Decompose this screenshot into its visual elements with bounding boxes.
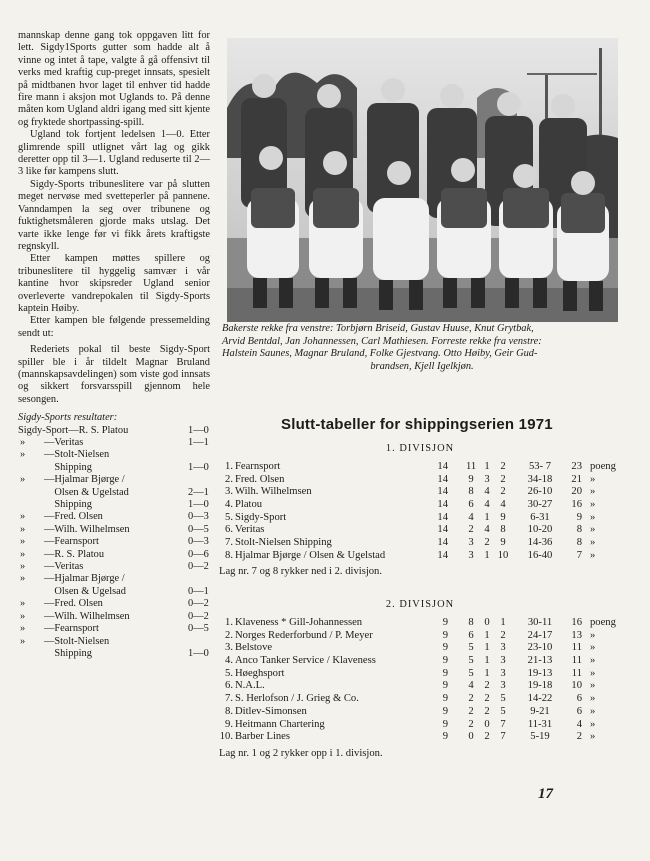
ditto-mark: » [20,437,26,448]
result-match: —Fred. Olsen [44,511,103,523]
draws-cell: 3 [484,473,490,485]
ditto-mark [18,648,44,660]
draws-cell: 4 [484,486,490,498]
games-cell: 9 [442,718,448,730]
games-cell: 9 [442,705,448,717]
table-row [219,512,619,525]
games-cell: 9 [442,693,448,705]
ditto-mark: » [20,610,26,622]
result-row [18,611,218,623]
wins-cell: 8 [468,486,474,498]
table-row [219,630,619,643]
ditto-mark [18,487,44,499]
team-name-cell: Klaveness * Gill-Johannessen [235,617,363,628]
team-name-cell: Heitmann Chartering [235,718,325,730]
team-photo-image [227,38,618,322]
points-label-cell: » [590,718,596,730]
losses-cell: 2 [500,473,506,485]
goals-cell: 19-13 [527,667,553,679]
games-cell: 14 [437,537,448,549]
games-cell: 9 [442,629,448,641]
losses-cell: 3 [500,655,506,667]
table-row [219,668,619,681]
wins-cell: 2 [468,718,474,730]
result-match: —Stolt-Nielsen [44,635,110,647]
result-row [18,573,218,585]
losses-cell: 3 [500,667,506,679]
result-row [18,561,218,573]
points-cell: 11 [571,642,582,654]
wins-cell: 0 [468,731,474,743]
position-cell: 6. [225,524,233,536]
result-row [18,499,218,511]
team-name-cell: Belstove [235,642,273,654]
position-cell: 7. [225,537,233,549]
team-name-cell: N.A.L. [235,680,265,692]
points-label-cell: » [590,549,596,561]
losses-cell: 2 [500,486,506,498]
position-cell: 2. [225,629,233,641]
wins-cell: 5 [468,667,474,679]
losses-cell: 5 [500,693,506,705]
result-match: —Wilh. Wilhelmsen [44,610,130,622]
result-row [18,636,218,648]
result-match: —Hjalmar Bjørge / [44,573,125,585]
games-cell: 14 [437,549,448,561]
draws-cell: 2 [484,731,490,743]
draws-cell: 1 [484,667,490,679]
result-row [18,623,218,635]
draws-cell: 4 [484,524,490,536]
points-label-cell: » [590,486,596,498]
goals-cell: 23-10 [527,642,553,654]
ditto-mark: » [20,474,26,486]
division-1-title: 1. DIVISJON [385,443,455,454]
goals-cell: 6-31 [530,511,550,523]
article-paragraph: mannskap denne gang tok oppgaven litt for lett. Sigdy1Sports gutter som hadde alt å vinne og intet å tape, valgte å gå offensivt til verks med kraftig cup-preget innsats, spesielt på midtbanen hvor laget til enhver tid hadde fire mann i aksjon mot Uglands to. På denne måten kom Ugland aldri igang med sitt kjente og fryktede shortpassing-spill. [18,30,210,128]
draws-cell: 1 [484,629,490,641]
goals-cell: 11-31 [527,718,553,730]
table-row [219,537,619,550]
draws-cell: 2 [484,693,490,705]
result-match: —Fearnsport [44,536,99,548]
goals-cell: 16-40 [527,549,553,561]
points-label-cell: » [590,693,596,705]
goals-cell: 21-13 [527,655,553,667]
wins-cell: 3 [468,537,474,549]
table-row [219,486,619,499]
games-cell: 9 [442,731,448,743]
table-row [219,693,619,706]
result-row [18,511,218,523]
team-photo [227,38,618,322]
ditto-mark [18,499,44,511]
games-cell: 9 [442,617,448,628]
team-name-cell: Barber Lines [235,731,291,743]
wins-cell: 9 [468,473,474,485]
points-cell: 23 [571,461,582,472]
losses-cell: 10 [497,549,509,561]
division-1-note: Lag nr. 7 og 8 rykker ned i 2. divisjon. [219,566,383,577]
team-name-cell: Platou [235,499,263,511]
result-row [18,524,218,536]
position-cell: 9. [225,718,233,730]
ditto-mark: » [20,511,26,523]
ditto-mark: » [20,523,26,535]
article-paragraph: Etter kampen møttes spillere og tribuneslitere til hyggelig samvær i vår kantine hvor skipsreder Ugland senior overleverte vandrepokalen til Sigdy-Sports kaptein Høiby. [18,253,210,314]
table-row [219,617,619,630]
points-label-cell: poeng [590,461,616,472]
team-name-cell: Anco Tanker Service / Klaveness [235,655,376,667]
goals-cell: 26-10 [527,486,553,498]
result-match: —Veritas [44,437,84,448]
table-row [219,461,619,474]
points-label-cell: » [590,524,596,536]
position-cell: 5. [225,667,233,679]
position-cell: 4. [225,655,233,667]
table-row [219,655,619,668]
wins-cell: 2 [468,693,474,705]
games-cell: 9 [442,680,448,692]
result-row [18,549,218,561]
losses-cell: 8 [500,524,506,536]
result-match: Olsen & Ugelsad [44,585,126,597]
points-cell: 6 [576,705,582,717]
team-name-cell: Stolt-Nielsen Shipping [235,537,332,549]
result-score: 0—2 [188,561,209,573]
wins-cell: 6 [468,499,474,511]
result-match: Sigdy-Sport—R. S. Platou [18,424,129,436]
result-match: —Stolt-Nielsen [44,449,110,461]
ditto-mark: » [20,548,26,560]
draws-cell: 2 [484,705,490,717]
goals-cell: 9-21 [530,705,550,717]
team-name-cell: Ditlev-Simonsen [235,705,307,717]
games-cell: 9 [442,655,448,667]
draws-cell: 0 [484,718,490,730]
result-row [18,474,218,486]
division-2-note: Lag nr. 1 og 2 rykker opp i 1. divisjon. [219,748,383,759]
ditto-mark: » [20,449,26,461]
result-row [18,648,218,660]
points-cell: 8 [576,537,582,549]
result-score: 0—6 [188,548,209,560]
wins-cell: 2 [468,524,474,536]
points-cell: 11 [571,655,582,667]
result-score [188,573,218,585]
draws-cell: 4 [484,499,490,511]
result-match: Shipping [44,647,92,659]
result-score [188,636,218,648]
points-cell: 10 [571,680,582,692]
team-name-cell: Hjalmar Bjørge / Olsen & Ugelstad [235,549,386,561]
ditto-mark: » [20,623,26,635]
team-name-cell: Høeghsport [235,667,285,679]
table-row [219,731,619,744]
result-match: —R. S. Platou [44,548,105,560]
goals-cell: 14-22 [527,693,553,705]
ditto-mark: » [20,573,26,585]
caption-line: Bakerste rekke fra venstre: Torbjørn Briseid, Gustav Huuse, Knut Grytbak, [222,323,534,334]
points-cell: 7 [576,549,582,561]
losses-cell: 2 [500,461,506,472]
goals-cell: 19-18 [527,680,553,692]
points-label-cell: » [590,473,596,485]
result-row [18,462,218,474]
points-cell: 21 [571,473,582,485]
draws-cell: 2 [484,680,490,692]
position-cell: 3. [225,642,233,654]
table-row [219,550,619,563]
team-name-cell: Fred. Olsen [235,473,285,485]
result-score: 1—0 [188,424,209,436]
points-cell: 4 [576,718,582,730]
wins-cell: 5 [468,655,474,667]
games-cell: 14 [437,486,448,498]
draws-cell: 0 [484,617,490,628]
goals-cell: 24-17 [527,629,553,641]
team-name-cell: S. Herlofson / J. Grieg & Co. [235,693,359,705]
losses-cell: 2 [500,629,506,641]
points-label-cell: » [590,705,596,717]
position-cell: 6. [225,680,233,692]
article-paragraph: Rederiets pokal til beste Sigdy-Sport spiller ble i år tildelt Magnar Bruland (mannskapsavdelingen) som viste god innsats og sikkert forsvarsspill gjennom hele sesongen. [18,344,210,405]
caption-line: Arvid Bentdal, Jan Johannessen, Carl Mathiesen. Forreste rekke fra venstre: [222,335,542,347]
ditto-mark [18,462,44,474]
wins-cell: 8 [468,617,474,628]
position-cell: 8. [225,549,233,561]
losses-cell: 4 [500,499,506,511]
draws-cell: 2 [484,537,490,549]
page-number: 17 [538,786,553,802]
points-cell: 2 [576,731,582,743]
result-score: 1—0 [188,499,209,511]
goals-cell: 14-36 [527,537,553,549]
division-2-table [219,617,619,744]
games-cell: 14 [437,499,448,511]
wins-cell: 11 [466,461,477,472]
result-match: Shipping [44,461,92,473]
position-cell: 10. [219,731,233,743]
result-row [18,425,218,437]
wins-cell: 6 [468,629,474,641]
result-score: 1—0 [188,461,209,473]
team-name-cell: Fearnsport [235,461,281,472]
draws-cell: 1 [484,549,490,561]
result-score: 1—0 [188,647,209,659]
result-score: 0—2 [188,598,209,610]
position-cell: 3. [225,486,233,498]
result-score: 0—5 [188,523,209,535]
ditto-mark: » [20,635,26,647]
caption-line: Halstein Saunes, Magnar Bruland, Folke Gjestvang. Otto Høiby, Geir Gud- [222,348,538,360]
result-row [18,437,218,449]
result-score: 0—3 [188,536,209,548]
goals-cell: 30-11 [527,617,553,628]
ditto-mark [18,586,44,598]
losses-cell: 9 [500,511,506,523]
points-cell: 9 [576,511,582,523]
goals-cell: 34-18 [527,473,553,485]
goals-cell: 53- 7 [528,461,552,472]
goals-cell: 5-19 [530,731,550,743]
points-cell: 16 [571,499,582,511]
points-cell: 20 [571,486,582,498]
points-cell: 6 [576,693,582,705]
result-row [18,598,218,610]
table-row [219,524,619,537]
draws-cell: 1 [484,461,490,472]
points-cell: 8 [576,524,582,536]
wins-cell: 4 [468,511,474,523]
wins-cell: 2 [468,705,474,717]
result-match: —Wilh. Wilhelmsen [44,523,130,535]
points-label-cell: » [590,731,596,743]
position-cell: 7. [225,693,233,705]
result-score: 0—2 [188,610,209,622]
caption-line: brandsen, Kjell Igelkjøn. [370,360,474,372]
table-row [219,719,619,732]
table-row [219,499,619,512]
position-cell: 5. [225,511,233,523]
result-match: Shipping [44,499,92,511]
points-label-cell: » [590,667,596,679]
result-score: 0—1 [188,585,209,597]
position-cell: 1. [225,617,233,628]
results-title: Sigdy-Sports resultater: [18,412,118,424]
points-label-cell: » [590,680,596,692]
games-cell: 14 [437,461,448,472]
goals-cell: 30-27 [527,499,553,511]
article-column [18,30,210,660]
points-label-cell: » [590,629,596,641]
wins-cell: 3 [468,549,474,561]
losses-cell: 7 [500,731,506,743]
table-row [219,474,619,487]
draws-cell: 1 [484,511,490,523]
points-cell: 16 [571,617,582,628]
result-match: —Veritas [44,561,84,573]
team-name-cell: Sigdy-Sport [235,511,287,523]
result-score: 0—3 [188,511,209,523]
table-row [219,642,619,655]
result-match: —Fearnsport [44,623,99,635]
team-name-cell: Norges Rederforbund / P. Meyer [235,629,373,641]
results-list [18,425,218,661]
ditto-mark: » [20,536,26,548]
result-row [18,449,218,461]
result-row [18,536,218,548]
games-cell: 14 [437,511,448,523]
result-score: 0—5 [188,623,209,635]
points-label-cell: » [590,537,596,549]
position-cell: 4. [225,499,233,511]
losses-cell: 9 [500,537,506,549]
division-1-table [219,461,619,563]
result-score [188,449,218,461]
table-row [219,706,619,719]
wins-cell: 5 [468,642,474,654]
losses-cell: 5 [500,705,506,717]
losses-cell: 1 [500,617,506,628]
article-paragraph: Etter kampen ble følgende pressemelding sendt ut: [18,315,210,339]
games-cell: 9 [442,642,448,654]
article-paragraph: Ugland tok fortjent ledelsen 1—0. Etter glimrende spill utlignet vårt lag og gikk deretter opp til 3—1. Ugland reduserte til 2—3 like før kampens slutt. [18,129,210,178]
result-row [18,586,218,598]
draws-cell: 1 [484,642,490,654]
ditto-mark: » [20,561,26,573]
losses-cell: 3 [500,642,506,654]
ditto-mark: » [20,598,26,610]
points-cell: 11 [571,667,582,679]
result-score [188,474,218,486]
result-score: 1—1 [188,437,209,448]
photo-caption [222,323,622,373]
division-2-title: 2. DIVISJON [385,599,455,610]
result-row [18,487,218,499]
points-label-cell: poeng [590,617,616,628]
losses-cell: 3 [500,680,506,692]
position-cell: 1. [225,461,233,472]
points-label-cell: » [590,655,596,667]
result-score: 2—1 [188,486,209,498]
result-match: —Hjalmar Bjørge / [44,474,125,486]
games-cell: 9 [442,667,448,679]
draws-cell: 1 [484,655,490,667]
goals-cell: 10-20 [527,524,553,536]
team-name-cell: Wilh. Wilhelmsen [235,486,312,498]
wins-cell: 4 [468,680,474,692]
points-cell: 13 [571,629,582,641]
points-label-cell: » [590,642,596,654]
table-row [219,680,619,693]
result-match: —Fred. Olsen [44,598,103,610]
result-match: Olsen & Ugelstad [44,486,129,498]
team-name-cell: Veritas [235,524,265,536]
tables-heading: Slutt-tabeller for shippingserien 1971 [281,416,553,433]
article-paragraph: Sigdy-Sports tribunesliterе var på slutten meget nervøse med svetteperler på pannene. Vanndampen la seg over tribunene og fuktighetsmåleren gjorde maks utslag. Det varte ikke lenge før vi fikk årets kraftigste regnskyll. [18,178,210,252]
points-label-cell: » [590,511,596,523]
points-label-cell: » [590,499,596,511]
losses-cell: 7 [500,718,506,730]
position-cell: 8. [225,705,233,717]
games-cell: 14 [437,524,448,536]
games-cell: 14 [437,473,448,485]
position-cell: 2. [225,473,233,485]
